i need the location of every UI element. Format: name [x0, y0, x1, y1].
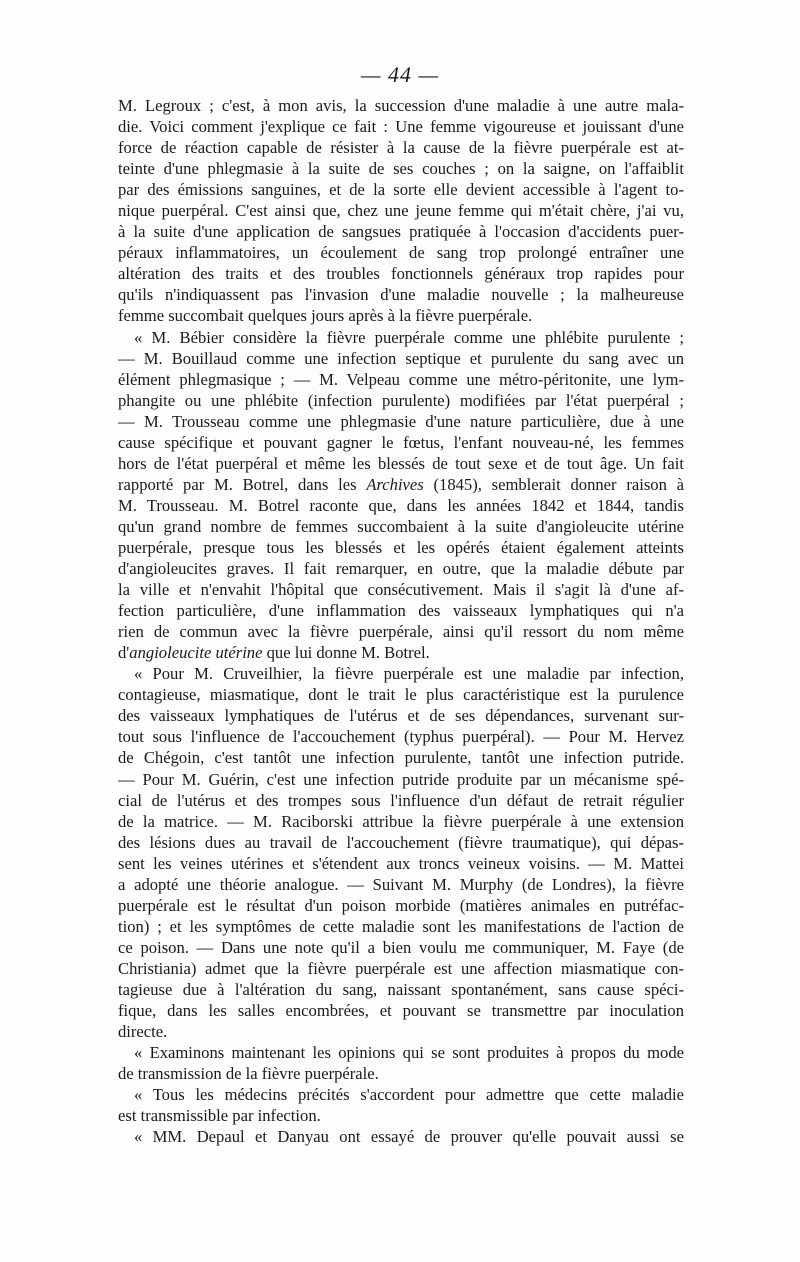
text-line: de la matrice. — M. Raciborski attribue la fièvre puerpérale à une extension	[118, 811, 684, 831]
text-line: M. Legroux ; c'est, à mon avis, la succession d'une maladie à une autre mala-	[118, 96, 684, 115]
text-line: « Examinons maintenant les opinions qui se sont produites à propos du mode	[134, 1043, 684, 1063]
text-line: — Pour M. Guérin, c'est une infection putride produite par un mécanisme spé-	[118, 769, 684, 789]
text-line: cause spécifique et pouvant gagner le fœtus, l'enfant nouveau-né, les femmes	[118, 432, 684, 452]
text-line: puerpérale, presque tous les blessés et les opérés étaient également atteints	[118, 537, 684, 557]
text-line: — M. Bouillaud comme une infection septique et purulente du sang avec un	[118, 348, 684, 368]
text-line: « Pour M. Cruveilhier, la fièvre puerpérale est une maladie par infection,	[134, 664, 684, 684]
text-line: femme succombait quelques jours après à la fièvre puerpérale.	[118, 306, 533, 326]
text-line: teinte d'une phlegmasie à la suite de ses couches ; on la saigne, on l'affaiblit	[118, 159, 684, 179]
text-line: d'angioleucite utérine que lui donne M. Botrel.	[118, 643, 430, 663]
text-line: péraux inflammatoires, un écoulement de sang trop prolongé entraîner une	[118, 243, 684, 263]
text-line: M. Trousseau. M. Botrel raconte que, dans les années 1842 et 1844, tandis	[118, 495, 684, 515]
text-line: nique puerpéral. C'est ainsi que, chez une jeune femme qui m'était chère, j'ai vu,	[118, 201, 684, 221]
text-line: d'angioleucites graves. Il fait remarquer, en outre, que la maladie débute par	[118, 559, 684, 579]
text-line: rapporté par M. Botrel, dans les Archives (1845), semblerait donner raison à	[118, 474, 684, 494]
text-line: de Chégoin, c'est tantôt une infection purulente, tantôt une infection putride.	[118, 748, 684, 768]
text-line: cial de l'utérus et des trompes sous l'influence d'un défaut de retrait régulier	[118, 790, 684, 810]
text-line: hors de l'état puerpéral et même les blessés de tout sexe et de tout âge. Un fait	[118, 453, 684, 473]
text-line: élément phlegmasique ; — M. Velpeau comme une métro-péritonite, une lym-	[118, 369, 684, 389]
text-line: fique, dans les salles encombrées, et pouvant se transmettre par inoculation	[118, 1001, 684, 1021]
text-line: des lésions dues au travail de l'accouchement (fièvre traumatique), qui dépas-	[118, 832, 684, 852]
text-line: a adopté une théorie analogue. — Suivant M. Murphy (de Londres), la fièvre	[118, 874, 684, 894]
text-line: qu'ils n'indiquassent pas l'invasion d'une maladie nouvelle ; la malheureuse	[118, 285, 684, 305]
text-line: tion) ; et les symptômes de cette maladie sont les manifestations de l'action de	[118, 916, 684, 936]
text-line: Christiania) admet que la fièvre puerpérale est une affection miasmatique con-	[118, 958, 684, 978]
text-line: à la suite d'une application de sangsues pratiquée à l'occasion d'accidents puer-	[118, 222, 684, 242]
text-line: altération des traits et des troubles fonctionnels généraux trop rapides pour	[118, 264, 684, 284]
text-line: tout sous l'influence de l'accouchement (typhus puerpéral). — Pour M. Hervez	[118, 727, 684, 747]
text-line: — M. Trousseau comme une phlegmasie d'une nature particulière, due à une	[118, 411, 684, 431]
text-line: phangite ou une phlébite (infection purulente) modifiées par l'état puerpéral ;	[118, 390, 684, 410]
text-line: contagieuse, miasmatique, dont le trait le plus caractéristique est la purulence	[118, 685, 684, 705]
text-line: « MM. Depaul et Danyau ont essayé de prouver qu'elle pouvait aussi se	[134, 1127, 684, 1147]
text-line: est transmissible par infection.	[118, 1106, 321, 1126]
text-line: « Tous les médecins précités s'accordent pour admettre que cette maladie	[134, 1085, 684, 1105]
text-line: die. Voici comment j'explique ce fait : Une femme vigoureuse et jouissant d'une	[118, 117, 684, 137]
text-line: ce poison. — Dans une note qu'il a bien voulu me communiquer, M. Faye (de	[118, 937, 684, 957]
text-line: sent les veines utérines et s'étendent aux troncs veineux voisins. — M. Mattei	[118, 853, 684, 873]
body-text	[118, 95, 684, 1147]
text-line: par des émissions sanguines, et de la sorte elle devient accessible à l'agent to-	[118, 180, 684, 200]
page-number: — 44 —	[360, 62, 440, 87]
text-line: tagieuse due à l'altération du sang, naissant spontanément, sans cause spéci-	[118, 979, 684, 999]
text-line: force de réaction capable de résister à la cause de la fièvre puerpérale est at-	[118, 138, 684, 158]
text-line: la ville et n'envahit l'hôpital que consécutivement. Mais il s'agit là d'une af-	[118, 580, 684, 600]
text-line: « M. Bébier considère la fièvre puerpérale comme une phlébite purulente ;	[134, 327, 684, 347]
text-line: directe.	[118, 1022, 168, 1042]
text-line: rien de commun avec la fièvre puerpérale, ainsi qu'il ressort du nom même	[118, 622, 684, 642]
text-line: de transmission de la fièvre puerpérale.	[118, 1064, 379, 1084]
text-line: qu'un grand nombre de femmes succombaient à la suite d'angioleucite utérine	[118, 516, 684, 536]
text-line: puerpérale est le résultat d'un poison morbide (matières animales en putréfac-	[118, 895, 684, 915]
text-line: fection particulière, d'une inflammation des vaisseaux lymphatiques qui n'a	[118, 601, 684, 621]
text-line: des vaisseaux lymphatiques de l'utérus et de ses dépendances, survenant sur-	[118, 706, 684, 726]
